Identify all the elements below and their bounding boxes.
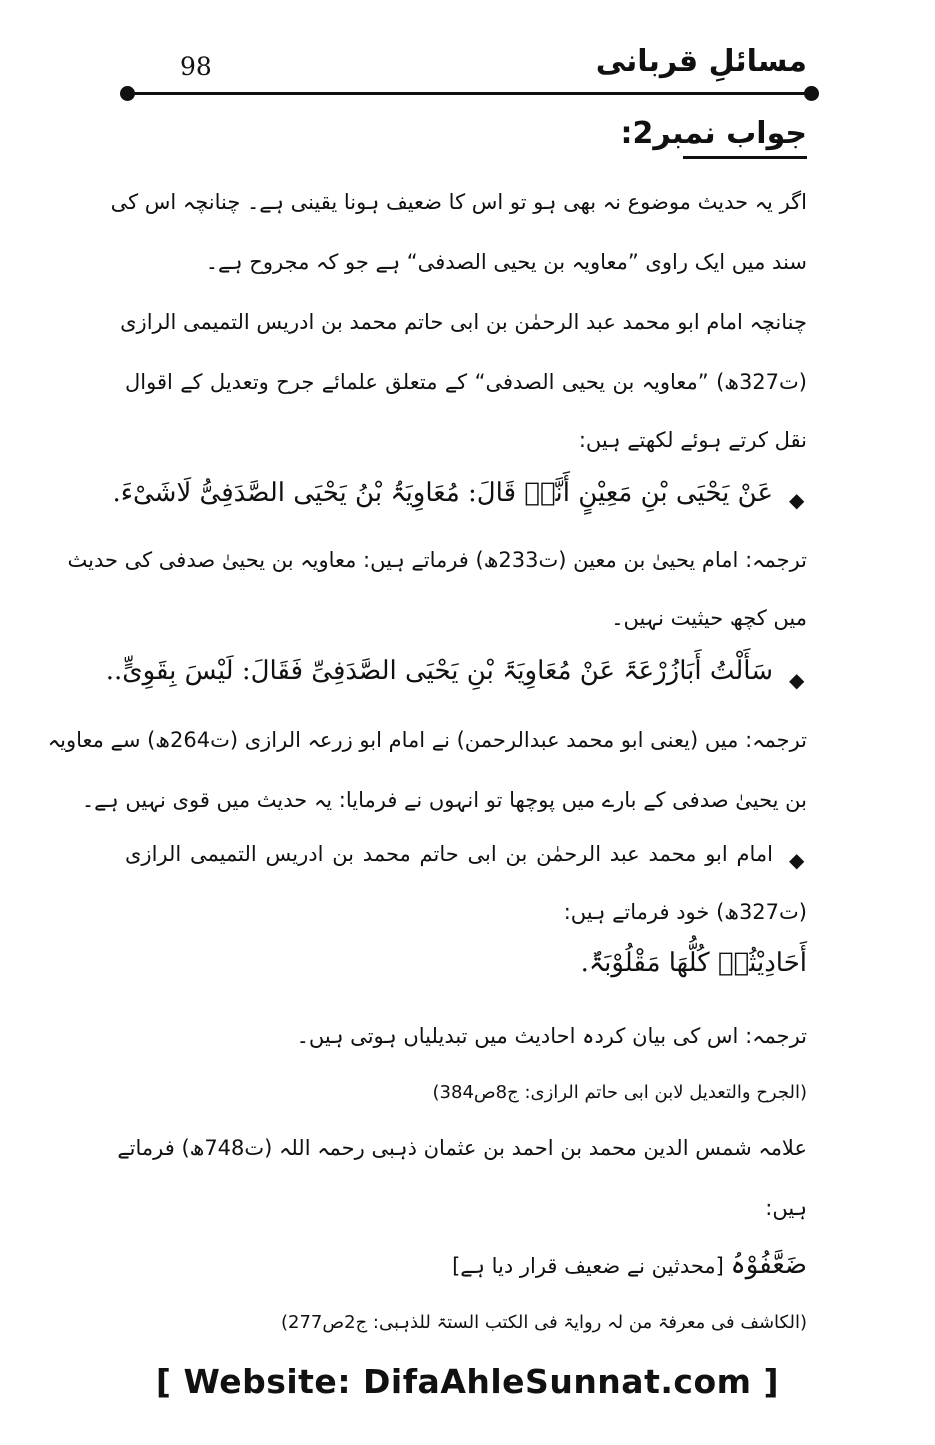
arabic-quote: عَنْ یَحْیَی بْنِ مَعِیْنٍ أَنَّہٗ قَالَ: مُعَاوِیَۃُ بْنُ یَحْیَی الصَّدَفِیُّ لَاشَیْءَ.	[112, 478, 773, 508]
paragraph-line: چنانچہ امام ابو محمد عبد الرحمٰن بن ابی حاتم محمد بن ادریس التمیمی الرازی	[120, 310, 807, 334]
heading-underline	[683, 156, 807, 159]
website-footer: [ Website: DifaAhleSunnat.com ]	[155, 1362, 780, 1401]
bullet-diamond-icon: ◆	[789, 848, 805, 872]
translation-line: میں کچھ حیثیت نہیں۔	[611, 606, 807, 630]
paragraph-line: علامہ شمس الدین محمد بن احمد بن عثمان ذہبی رحمہ اللہ (ت748ھ) فرماتے	[117, 1136, 807, 1160]
rule-dot-right	[804, 86, 819, 101]
translation-line: ترجمہ: امام یحییٰ بن معین (ت233ھ) فرماتے ہیں: معاویہ بن یحییٰ صدفی کی حدیث	[67, 548, 807, 572]
translation-line: ترجمہ: اس کی بیان کردہ احادیث میں تبدیلیاں ہوتی ہیں۔	[296, 1024, 807, 1048]
reference-citation: (الجرح والتعدیل لابن ابی حاتم الرازی: ج8ص384)	[432, 1082, 807, 1103]
translation-line: ترجمہ: میں (یعنی ابو محمد عبدالرحمن) نے امام ابو زرعہ الرازی (ت264ھ) سے معاویہ	[47, 728, 807, 752]
page-number: 98	[180, 52, 212, 81]
paragraph-line: ہیں:	[765, 1196, 807, 1220]
paragraph-line: نقل کرتے ہوئے لکھتے ہیں:	[578, 428, 807, 452]
header-rule	[128, 92, 811, 95]
paragraph-line: امام ابو محمد عبد الرحمٰن بن ابی حاتم محمد بن ادریس التمیمی الرازی	[125, 842, 773, 866]
book-title: مسائلِ قربانی	[595, 44, 807, 79]
translation-line: بن یحییٰ صدفی کے بارے میں پوچھا تو انہوں نے فرمایا: یہ حدیث میں قوی نہیں ہے۔	[81, 788, 807, 812]
arabic-quote: سَأَلْتُ أَبَازُرْعَۃَ عَنْ مُعَاوِیَۃَ بْنِ یَحْیَی الصَّدَفِیِّ فَقَالَ: لَیْسَ بِقَوِیٍّ..	[105, 656, 773, 686]
paragraph-line: (ت327ھ) ”معاویہ بن یحیی الصدفی“ کے متعلق علمائے جرح وتعدیل کے اقوال	[125, 370, 807, 394]
paragraph-line: سند میں ایک راوی ”معاویہ بن یحیی الصدفی“ ہے جو کہ مجروح ہے۔	[205, 250, 807, 274]
arabic-quote-row	[300, 1250, 807, 1280]
paragraph-line: اگر یہ حدیث موضوع نہ بھی ہو تو اس کا ضعیف ہونا یقینی ہے۔ چنانچہ اس کی	[110, 190, 807, 214]
rule-dot-left	[120, 86, 135, 101]
bullet-diamond-icon: ◆	[789, 668, 805, 692]
arabic-quote: ضَعَّفُوْہُ	[730, 1250, 807, 1280]
bullet-diamond-icon: ◆	[789, 488, 805, 512]
arabic-quote: أَحَادِیْثُہٗ کُلُّھَا مَقْلُوْبَۃٌ.	[580, 948, 807, 978]
arabic-quote-translation: [محدثین نے ضعیف قرار دیا ہے]	[452, 1254, 724, 1278]
reference-citation: (الکاشف فی معرفۃ من لہ روایۃ فی الکتب الستۃ للذہبی: ج2ص277)	[280, 1312, 807, 1333]
answer-heading: جواب نمبر2:	[620, 116, 807, 151]
paragraph-line: (ت327ھ) خود فرماتے ہیں:	[563, 900, 807, 924]
